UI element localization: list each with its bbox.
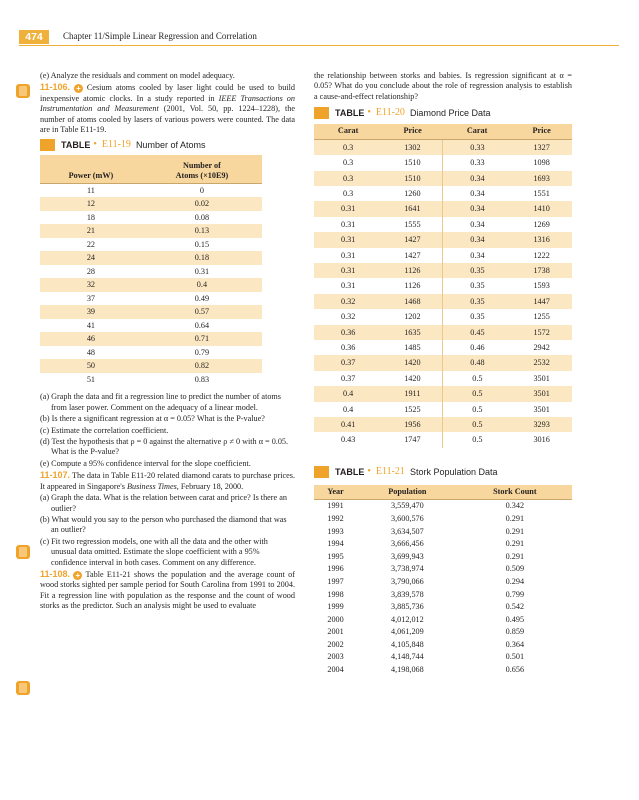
table-cell: 2001 [327, 627, 344, 637]
table-row [40, 346, 262, 360]
page-number: 474 [19, 30, 49, 44]
table-cell: 0.5 [472, 435, 483, 445]
table-cell: 0.33 [470, 158, 485, 168]
table-cell: 0.3 [314, 171, 382, 186]
table-row [314, 355, 572, 370]
table-cell: 28 [86, 266, 96, 276]
table-cell: 0.31 [340, 219, 356, 229]
table-row [314, 201, 572, 216]
table-cell: 0.37 [340, 373, 356, 383]
table-row [40, 278, 262, 292]
table-cell: 2532 [511, 355, 572, 370]
table-cell: 0.49 [194, 293, 210, 303]
table-row [314, 664, 572, 677]
table-row [314, 576, 572, 589]
table-marker-icon [314, 466, 329, 478]
table-cell: 46 [40, 332, 142, 346]
table-row [314, 309, 572, 324]
exercise-number: 11-107. [40, 470, 71, 481]
table-cell: 1525 [382, 402, 443, 417]
table-cell: 37 [86, 293, 96, 303]
exercise-11-108-continued: the relationship between storks and babies. Is regression significant at α = 0.05? What do you conclude about the role of regression analysis to establish a cause-and-effect relationship? [314, 71, 572, 101]
table-row [314, 263, 572, 278]
table-e11-20 [314, 124, 572, 448]
exercise-11-108: 11-108. + Table E11-21 shows the population and the average count of wood storks sighted per sample period for South Carolina from 1991 to 2004. Fit a regression line with population as the response and the count of wood storks as the predictor. Such an analysis might be used to evaluate [40, 568, 296, 611]
table-cell: 0.34 [443, 232, 511, 247]
table-cell: 3501 [533, 373, 550, 383]
table-row [314, 340, 572, 355]
table-cell: 1302 [382, 139, 443, 155]
table-cell: 1098 [533, 158, 550, 168]
table-cell: 0.64 [194, 320, 210, 330]
table-cell: 1693 [511, 171, 572, 186]
exercise-number: 11-106. [40, 82, 71, 93]
table-cell: 3501 [511, 386, 572, 401]
table-row [314, 371, 572, 386]
table-row [314, 417, 572, 432]
table-row [40, 183, 262, 197]
table-cell: 2002 [327, 639, 344, 649]
table-row [314, 186, 572, 201]
table-row [314, 538, 572, 551]
table-row [40, 238, 262, 252]
table-cell: 1996 [327, 564, 344, 574]
table-cell: 0.509 [505, 564, 525, 574]
table-cell: 0.48 [443, 355, 511, 370]
table-marker-icon [314, 107, 329, 119]
table-cell: 0.501 [505, 652, 525, 662]
margin-marker-icon [16, 84, 30, 98]
table-cell: 1593 [533, 281, 550, 291]
table-cell: 0.35 [443, 263, 511, 278]
table-cell: 0.34 [470, 219, 485, 229]
table-cell: 18 [86, 212, 96, 222]
table-cell: 0.294 [505, 576, 525, 586]
plus-circle-icon: + [73, 571, 82, 580]
table-cell: 0.656 [505, 665, 525, 675]
exercise-number: 11-108. [40, 568, 71, 579]
table-row [314, 601, 572, 614]
table-e11-20-title: TABLE • E11-20 Diamond Price Data [314, 106, 572, 120]
table-cell: 2000 [327, 614, 344, 624]
table-cell: 0.18 [142, 251, 262, 265]
table-cell: 0.15 [194, 239, 210, 249]
table-row [40, 373, 262, 387]
table-cell: 4,148,744 [390, 652, 424, 662]
table-e11-19 [40, 155, 262, 386]
table-row [314, 155, 572, 170]
table-cell: 1555 [382, 217, 443, 232]
column-header: Year [314, 485, 357, 500]
table-cell: 1427 [382, 248, 443, 263]
column-header: Power (mW) [40, 155, 142, 183]
table-e11-19-title: TABLE • E11-19 Number of Atoms [40, 138, 295, 152]
table-row [40, 305, 262, 319]
table-cell: 1997 [327, 576, 344, 586]
table-cell: 0.4 [343, 404, 354, 414]
table-row [314, 563, 572, 576]
table-row [314, 614, 572, 627]
table-cell: 3,666,456 [390, 539, 424, 549]
table-cell: 24 [40, 251, 142, 265]
table-cell: 21 [40, 224, 142, 238]
table-cell: 0.542 [505, 602, 525, 612]
table-cell: 1485 [382, 340, 443, 355]
table-cell: 1911 [382, 386, 443, 401]
table-cell: 0.41 [314, 417, 382, 432]
table-cell: 0.32 [340, 312, 356, 322]
table-cell: 0.32 [314, 294, 382, 309]
table-cell: 2003 [327, 652, 344, 662]
page-header [0, 26, 639, 46]
table-cell: 1269 [533, 219, 550, 229]
margin-marker-icon [16, 545, 30, 559]
table-cell: 1956 [382, 417, 443, 432]
table-cell: 0.31 [314, 201, 382, 216]
part-a: (a) Graph the data and fit a regression line to predict the number of atoms from laser power. Comment on the adequacy of a linear model. [40, 392, 281, 412]
table-cell: 0.291 [505, 526, 525, 536]
table-cell: 0.37 [314, 355, 382, 370]
table-cell: 1255 [533, 312, 550, 322]
column-header: Price [511, 124, 572, 139]
journal-title: IEEE Transactions on Instrumentation and Measurement [40, 93, 295, 114]
table-cell: 0.5 [443, 417, 511, 432]
table-cell: 22 [86, 239, 96, 249]
table-cell: 41 [86, 320, 96, 330]
table-row [314, 526, 572, 539]
table-cell: 1260 [382, 186, 443, 201]
table-row [40, 265, 262, 279]
table-row [314, 386, 572, 401]
table-cell: 3,738,974 [390, 564, 424, 574]
table-cell: 0.3 [343, 158, 354, 168]
table-row [314, 232, 572, 247]
exercise-11-107: 11-107. The data in Table E11-20 related diamond carats to purchase prices. It appeared in Singapore's Business Times, February 18, 2000. [40, 470, 295, 491]
table-cell: 0.43 [340, 435, 356, 445]
table-e11-21-title: TABLE • E11-21 Stork Population Data [314, 465, 572, 479]
table-cell: 11 [86, 185, 95, 195]
table-cell: 0.5 [472, 373, 483, 383]
table-row [314, 639, 572, 652]
table-cell: 32 [40, 278, 142, 292]
plus-circle-icon: + [74, 84, 83, 93]
table-cell: 3,699,943 [390, 551, 424, 561]
table-row [314, 551, 572, 564]
column-header: Price [382, 124, 443, 139]
table-cell: 48 [86, 347, 96, 357]
table-row [314, 651, 572, 664]
header-rule [19, 45, 619, 46]
table-cell: 0.45 [443, 325, 511, 340]
table-cell: 1994 [327, 539, 344, 549]
table-cell: 1126 [382, 263, 443, 278]
table-cell: 0.859 [505, 627, 525, 637]
table-cell: 1995 [327, 551, 344, 561]
table-cell: 0.342 [505, 501, 525, 511]
table-cell: 1999 [327, 602, 344, 612]
table-cell: 0.3 [314, 139, 382, 155]
table-cell: 1222 [533, 250, 550, 260]
table-cell: 0.83 [194, 374, 210, 384]
table-row [314, 626, 572, 639]
table-cell: 0.31 [314, 232, 382, 247]
table-row [314, 513, 572, 526]
table-row [40, 359, 262, 373]
table-row [40, 292, 262, 306]
table-cell: 3,559,470 [390, 501, 424, 511]
table-row [314, 217, 572, 232]
chapter-title: Chapter 11/Simple Linear Regression and Correlation [63, 31, 257, 41]
table-cell: 4,012,012 [390, 614, 424, 624]
table-cell: 1126 [382, 278, 443, 293]
table-cell: 4,198,068 [390, 665, 424, 675]
table-row [314, 325, 572, 340]
table-row [40, 224, 262, 238]
left-column [40, 71, 295, 613]
part-e: (e) Compute a 95% confidence interval for the slope coefficient. [40, 458, 251, 468]
table-cell: 1510 [382, 171, 443, 186]
table-cell: 2942 [533, 343, 550, 352]
table-cell: 1572 [511, 325, 572, 340]
table-cell: 1747 [382, 432, 443, 447]
table-cell: 4,061,209 [390, 627, 424, 637]
table-cell: 0.495 [505, 614, 525, 624]
table-cell: 1635 [382, 325, 443, 340]
table-cell: 0.34 [470, 250, 485, 260]
table-cell: 1202 [382, 309, 443, 324]
table-row [314, 139, 572, 155]
table-cell: 0.5 [443, 386, 511, 401]
table-cell: 0.82 [142, 359, 262, 373]
table-cell: 1992 [327, 513, 344, 523]
table-cell: 0.35 [470, 312, 485, 322]
table-cell: 0.31 [340, 281, 356, 291]
source-title: Business Times [126, 481, 177, 491]
column-header: Population [357, 485, 458, 500]
table-cell: 0.291 [505, 513, 525, 523]
table-cell: 0.31 [314, 263, 382, 278]
table-cell: 1420 [382, 371, 443, 386]
table-cell: 1641 [382, 201, 443, 216]
table-row [314, 278, 572, 293]
table-cell: 0.35 [470, 281, 485, 291]
table-cell: 0.34 [443, 201, 511, 216]
table-cell: 1993 [327, 526, 344, 536]
table-cell: 0.364 [505, 639, 525, 649]
table-cell: 1510 [382, 155, 443, 170]
part-d: (d) Test the hypothesis that ρ = 0 against the alternative ρ ≠ 0 with α = 0.05. What is the P-value? [40, 437, 289, 457]
table-cell: 1316 [511, 232, 572, 247]
column-header: Stork Count [458, 485, 572, 500]
table-row [40, 319, 262, 333]
table-row [40, 251, 262, 265]
exercise-11-106: 11-106. + Cesium atoms cooled by laser light could be used to build inexpensive atomic clocks. In a study reported in IEEE Transactions on Instrumentation and Measurement (2001, Vol. 50, pp. 1224–1228), the number of atoms cooled by lasers of various powers were counted. The data are in Table E11-19. [40, 82, 296, 135]
table-cell: 0.13 [142, 224, 262, 238]
table-row [314, 248, 572, 263]
table-cell: 0.36 [314, 325, 382, 340]
part-c: (c) Estimate the correlation coefficient. [40, 425, 169, 435]
table-cell: 0.34 [443, 171, 511, 186]
table-cell: 3,790,066 [390, 576, 424, 586]
column-header: Number of Atoms (×10E9) [142, 155, 262, 183]
table-cell: 0.4 [314, 386, 382, 401]
table-row [40, 332, 262, 346]
table-cell: 51 [86, 374, 96, 384]
table-cell: 1420 [382, 355, 443, 370]
table-cell: 2004 [327, 665, 344, 675]
table-e11-21 [314, 485, 572, 677]
part-b: (b) What would you say to the person who purchased the diamond that was an outlier? [40, 514, 287, 535]
table-cell: 3,885,736 [390, 602, 424, 612]
table-cell: 3293 [511, 417, 572, 432]
table-cell: 4,105,848 [390, 639, 424, 649]
column-header: Carat [314, 124, 382, 139]
part-c: (c) Fit two regression models, one with all the data and the other with unusual data omitted. Estimate the slope coefficient with a 95% confidence interval in both cases. Comment on any difference. [40, 536, 268, 567]
table-cell: 3,634,507 [390, 526, 424, 536]
table-marker-icon [40, 139, 55, 151]
table-cell: 0.291 [505, 539, 525, 549]
table-row [314, 402, 572, 417]
table-cell: 1447 [511, 294, 572, 309]
table-row [40, 197, 262, 211]
table-cell: 0.36 [340, 343, 356, 352]
part-b: (b) Is there a significant regression at α = 0.05? What is the P-value? [40, 414, 265, 424]
table-cell: 3,600,576 [390, 513, 424, 523]
table-cell: 0 [199, 185, 204, 195]
table-cell: 0.31 [340, 250, 356, 260]
table-cell: 1991 [327, 501, 344, 511]
table-row [314, 500, 572, 513]
table-cell: 0.799 [505, 589, 525, 599]
table-cell: 1468 [382, 294, 443, 309]
table-row [314, 171, 572, 186]
table-cell: 0.08 [194, 212, 210, 222]
table-cell: 0.33 [443, 139, 511, 155]
table-row [314, 432, 572, 447]
table-cell: 0.291 [505, 551, 525, 561]
table-cell: 0.71 [142, 332, 262, 346]
margin-marker-icon [16, 681, 30, 695]
table-cell: 1427 [382, 232, 443, 247]
table-cell: 3016 [533, 435, 550, 445]
table-cell: 0.4 [142, 278, 262, 292]
table-cell: 1551 [533, 188, 550, 198]
table-cell: 50 [40, 359, 142, 373]
table-cell: 0.79 [194, 347, 210, 357]
table-cell: 1998 [327, 589, 344, 599]
table-cell: 12 [40, 197, 142, 211]
table-cell: 0.3 [343, 188, 354, 198]
table-cell: 1738 [511, 263, 572, 278]
column-header: Carat [443, 124, 511, 139]
table-row [314, 294, 572, 309]
table-row [40, 211, 262, 225]
table-cell: 0.5 [472, 404, 483, 414]
table-cell: 1327 [511, 139, 572, 155]
table-cell: 1410 [511, 201, 572, 216]
table-cell: 0.34 [470, 188, 485, 198]
table-cell: 0.46 [470, 343, 485, 352]
table-row [314, 589, 572, 602]
part-e-analyze: (e) Analyze the residuals and comment on model adequacy. [40, 71, 235, 80]
table-cell: 3501 [533, 404, 550, 414]
table-cell: 0.35 [443, 294, 511, 309]
table-cell: 0.31 [194, 266, 210, 276]
table-cell: 0.02 [142, 197, 262, 211]
table-cell: 39 [40, 305, 142, 319]
table-cell: 3,839,578 [390, 589, 424, 599]
right-column [314, 71, 572, 677]
table-cell: 0.57 [142, 305, 262, 319]
part-a: (a) Graph the data. What is the relation between carat and price? Is there an outlier? [40, 493, 287, 513]
